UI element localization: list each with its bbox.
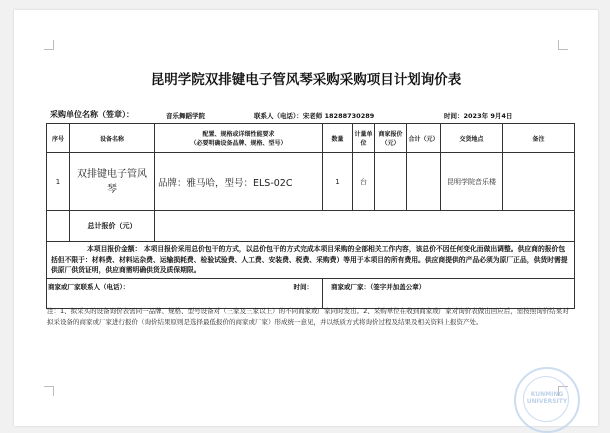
merchant-signature-label: 商家或厂家：（签字并加盖公章）	[331, 282, 426, 291]
purchasing-unit-value: 音乐舞蹈学院	[166, 112, 205, 120]
note-row	[47, 242, 575, 279]
total-price-value	[155, 211, 575, 242]
row-unit: 台	[353, 153, 375, 211]
merchant-signature-cell	[323, 278, 575, 308]
row-quantity: 1	[323, 153, 353, 211]
header-quantity: 数量	[323, 124, 353, 153]
row-seq: 1	[47, 153, 70, 211]
quotation-note	[47, 242, 575, 279]
document-page	[14, 10, 598, 426]
crop-mark-top-right	[558, 40, 568, 50]
header-seq: 序号	[47, 124, 70, 153]
header-spec	[155, 124, 323, 153]
header-total: 合计（元）	[407, 124, 441, 153]
row-delivery-place: 昆明学院音乐楼	[441, 153, 503, 211]
crop-mark-top-left	[44, 40, 54, 50]
total-empty-cell	[47, 211, 70, 242]
document-date: 时间：2023年 9月4日	[444, 112, 513, 120]
university-seal-watermark	[514, 367, 580, 433]
note-text: 本项目报价采用总价包干的方式，以总价包干的方式完成本项目采购的全部相关工作内容，该总价不因任何变化而做出调整。供应商的报价包括但不限于：材料费、材料运杂费、运输损耗费、检验试验费、人工费、安装费、税费、采购费）等用于本项目的所有费用。供应商提供的产品必须为原厂正品，供货时需提供原厂供货证明，供应商需明确供货及质保期限。	[51, 245, 568, 274]
header-unit: 计量单位	[353, 124, 375, 153]
note-label: 本项目报价金额：	[87, 245, 142, 253]
row-remark	[503, 153, 575, 211]
table-header-row	[47, 124, 575, 153]
header-spec-line2: （必要明确设备品牌、规格、型号）	[190, 140, 287, 147]
header-spec-line1: 配置、规格或详细性能要求	[202, 131, 275, 138]
row-merchant-price	[375, 153, 407, 211]
header-delivery-place: 交货地点	[441, 124, 503, 153]
footnote: 注：1、拟采买的设备询价表需同一品牌、规格、型号设备对（三家及三家以上）的不同商家或厂家同时发出。2、采购单位在收到商家或厂家对询价表做出回应后，需按照询价结果对拟采设备的商家或厂家进行报价（询价结果原则是选择最低报价的商家或厂家）形成统一意见，并以纸质方式将询价过程及结果及相关资料上报资产处。	[47, 307, 569, 326]
row-total	[407, 153, 441, 211]
inquiry-table	[46, 123, 575, 309]
header-remark: 备注	[503, 124, 575, 153]
merchant-time-label: 时间：	[293, 282, 313, 291]
table-row	[47, 153, 575, 211]
document-title: 昆明学院双排键电子管风琴采购采购项目计划询价表	[150, 72, 462, 88]
header-merchant-price: 商家报价（元）	[375, 124, 407, 153]
purchasing-unit-label: 采购单位名称（签章）：	[50, 110, 134, 119]
total-row	[47, 211, 575, 242]
header-equipment-name: 设备名称	[70, 124, 155, 153]
merchant-row	[47, 278, 575, 308]
contact-info: 联系人（电话）：宋老师 18288730289	[254, 112, 375, 120]
seal-text: KUNMING UNIVERSITY	[526, 391, 568, 405]
merchant-contact-label: 商家或厂家联系人（电话）：	[48, 282, 130, 291]
crop-mark-bottom-left	[44, 386, 54, 396]
total-price-label: 总计报价（元）	[70, 211, 155, 242]
merchant-contact-cell	[47, 278, 323, 308]
row-equipment-name: 双排键电子管风琴	[70, 153, 155, 211]
row-spec: 品牌：雅马哈，型号：ELS-02C	[155, 153, 323, 211]
